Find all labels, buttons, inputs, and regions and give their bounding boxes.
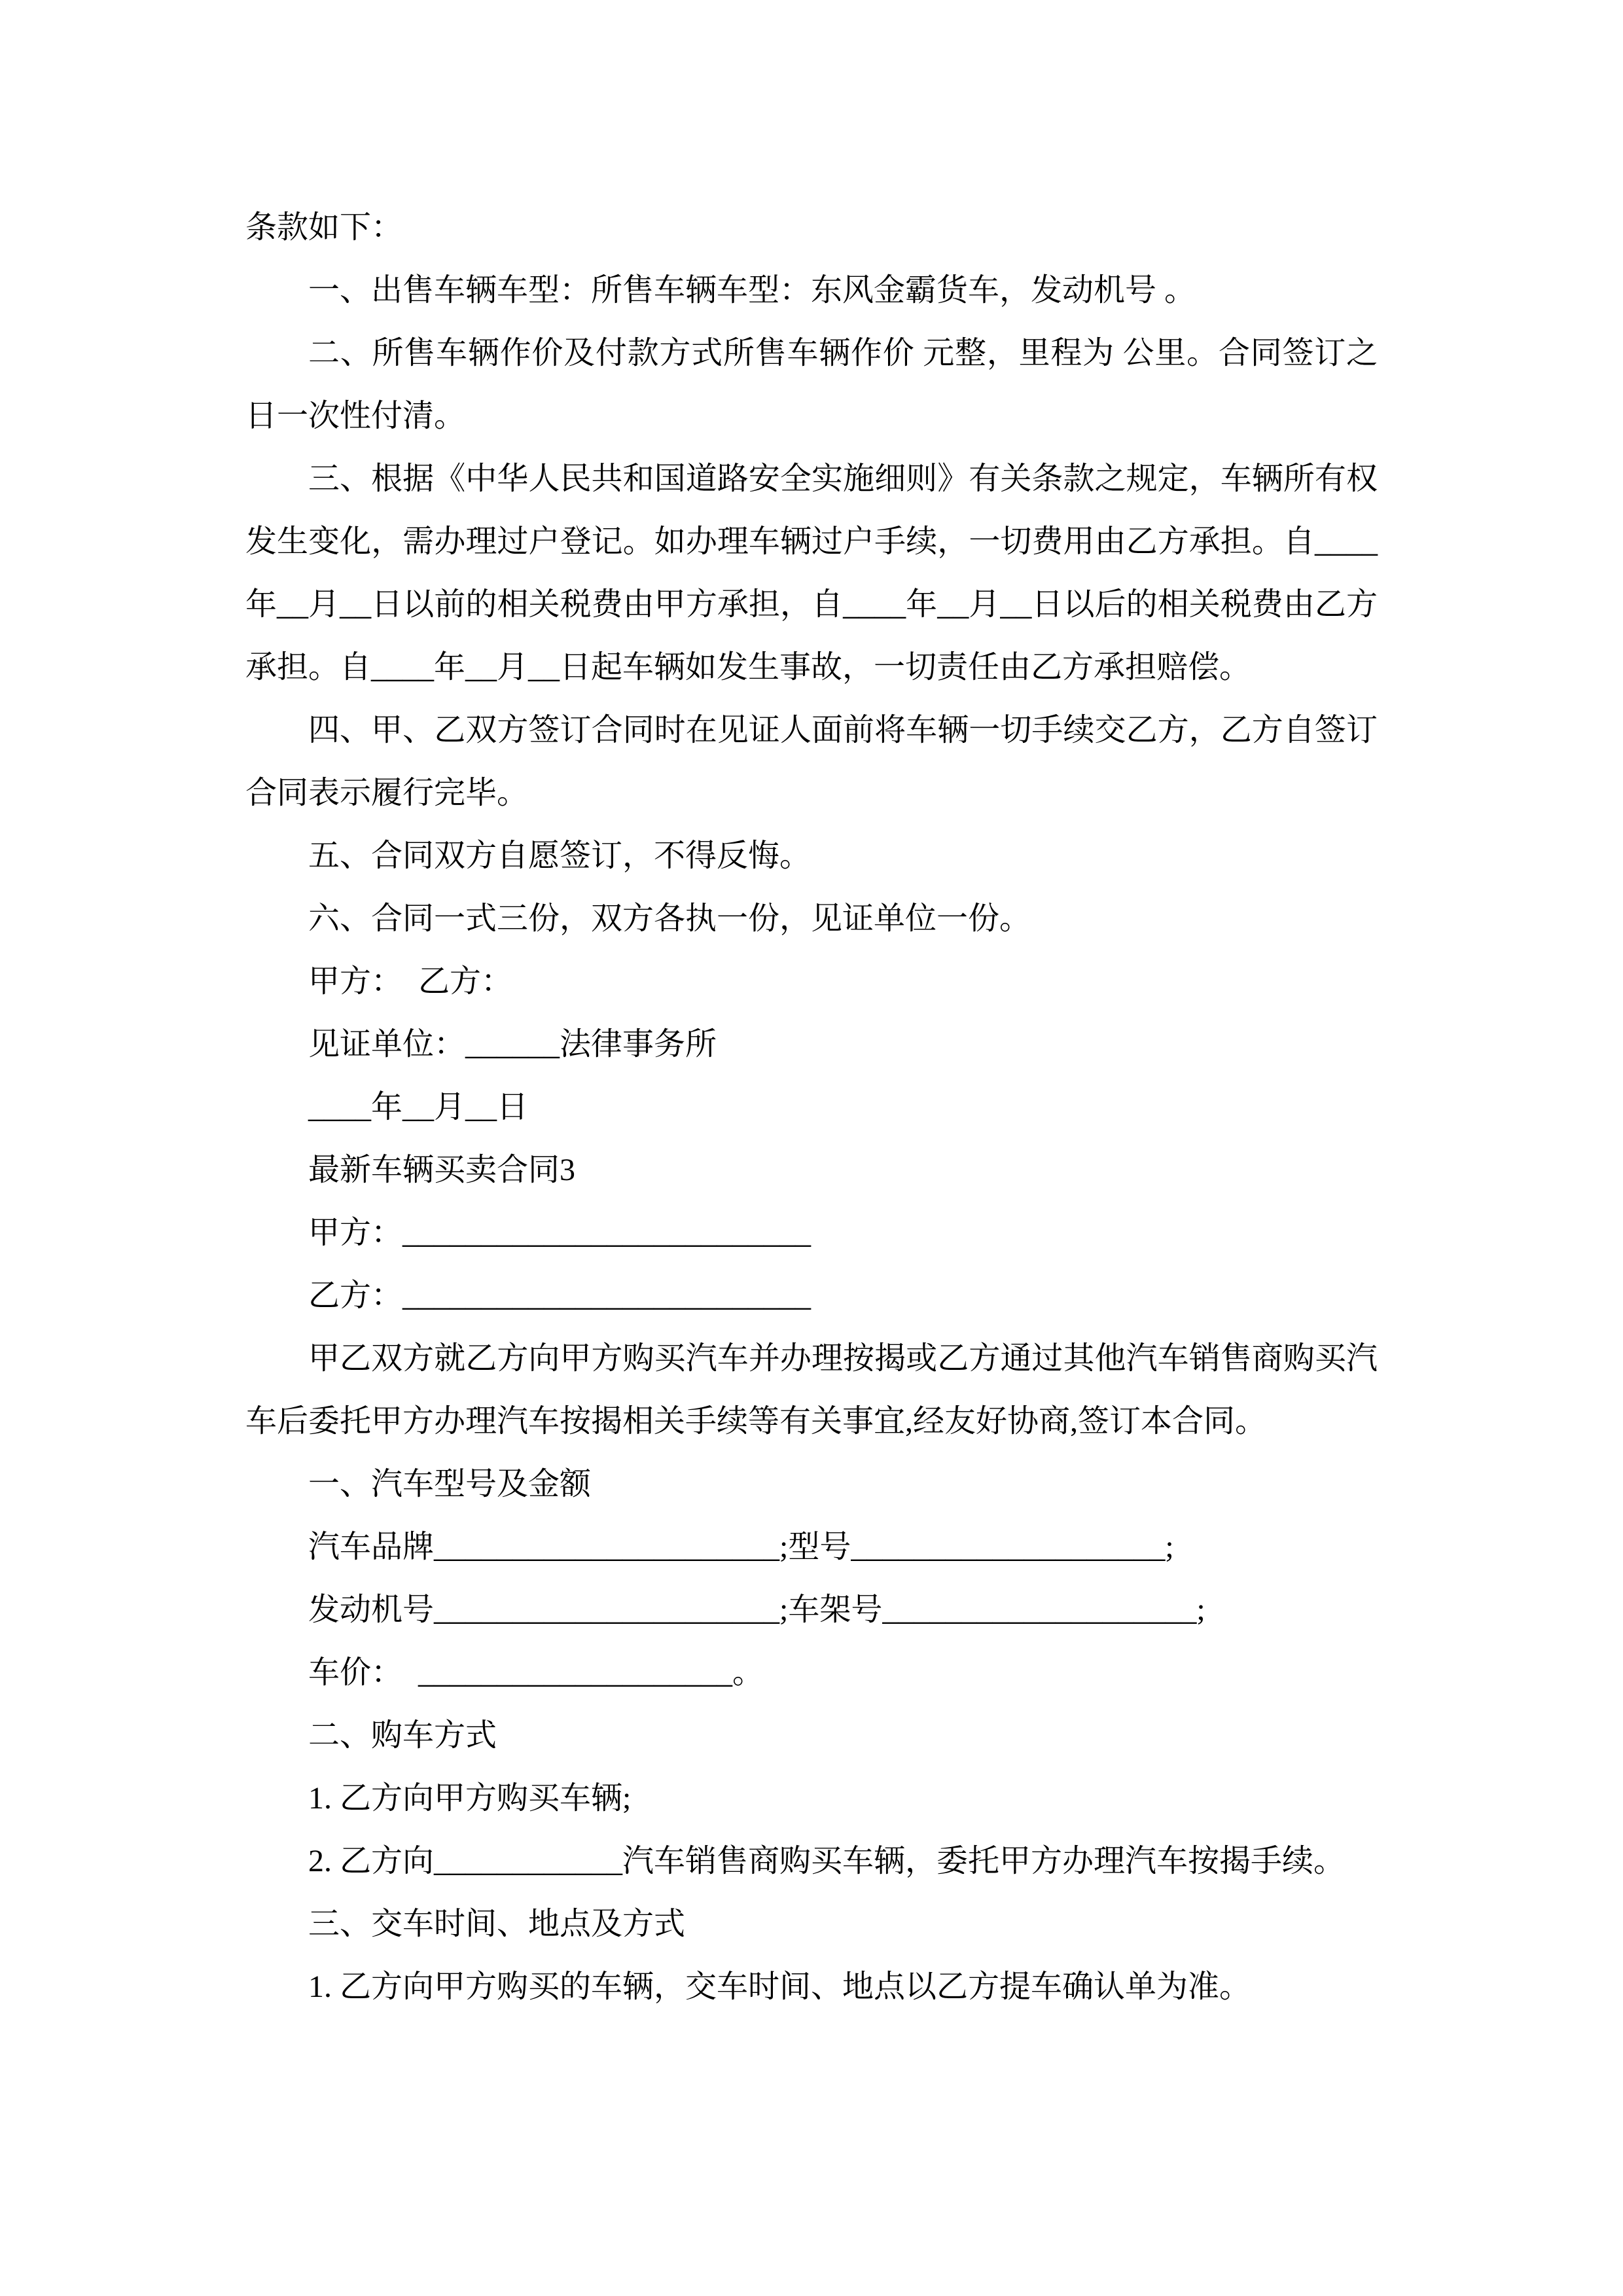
clause-5: 五、合同双方自愿签订，不得反悔。 [308, 838, 812, 873]
contract3-intro: 甲乙双方就乙方向甲方购买汽车并办理按揭或乙方通过其他汽车销售商购买汽车后委托甲方办理汽车按揭相关手续等有关事宜,经友好协商,签订本合同。 [245, 1341, 1378, 1439]
delivery-1: 1. 乙方向甲方购买的车辆，交车时间、地点以乙方提车确认单为准。 [308, 1969, 1251, 2004]
witness-unit: 见证单位：______法律事务所 [308, 1027, 717, 1062]
car-brand-model-line: 汽车品牌______________________;型号____________________; [308, 1530, 1174, 1564]
contract3-title: 最新车辆买卖合同3 [308, 1153, 576, 1187]
clause-1: 一、出售车辆车型：所售车辆车型：东风金霸货车，发动机号 。 [308, 273, 1196, 308]
clause-2: 二、所售车辆作价及付款方式所售车辆作价 元整，里程为 公里。合同签订之日一次性付清。 [245, 336, 1378, 433]
purchase-method-1: 1. 乙方向甲方购买车辆; [308, 1781, 632, 1816]
section-3-title: 三、交车时间、地点及方式 [308, 1907, 686, 1941]
party-a-line: 甲方：__________________________ [308, 1215, 812, 1250]
purchase-method-2: 2. 乙方向____________汽车销售商购买车辆，委托甲方办理汽车按揭手续。 [308, 1844, 1346, 1878]
section-1-title: 一、汽车型号及金额 [308, 1467, 592, 1501]
car-price-line: 车价： ____________________。 [308, 1655, 764, 1690]
clause-4: 四、甲、乙双方签订合同时在见证人面前将车辆一切手续交乙方，乙方自签订合同表示履行完毕。 [245, 713, 1378, 810]
signature-parties: 甲方： 乙方： [308, 964, 513, 999]
clause-3: 三、根据《中华人民共和国道路安全实施细则》有关条款之规定，车辆所有权发生变化，需办理过户登记。如办理车辆过户手续，一切费用由乙方承担。自____年__月__日以前的相关税费由甲方承担，自____年__月__日以后的相关税费由乙方承担。自____年__月__日起车辆如发生事故，一切责任由乙方承担赔偿。 [245, 461, 1378, 685]
section-2-title: 二、购车方式 [308, 1718, 497, 1753]
clause-6: 六、合同一式三份，双方各执一份，见证单位一份。 [308, 901, 1031, 936]
terms-intro: 条款如下： [245, 210, 403, 245]
party-b-line: 乙方：__________________________ [308, 1278, 812, 1313]
date-line: ____年__月__日 [308, 1090, 529, 1124]
engine-frame-line: 发动机号______________________;车架号____________________; [308, 1592, 1205, 1627]
